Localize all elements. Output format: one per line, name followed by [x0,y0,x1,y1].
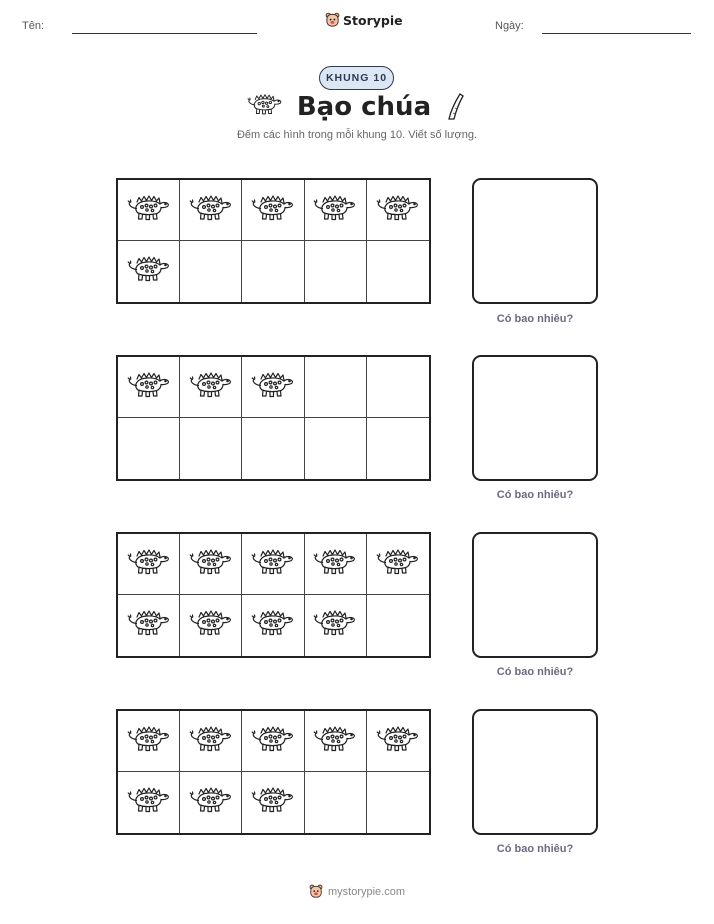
dinosaur-icon [127,785,171,820]
ten-frame-cell [118,418,180,479]
ten-frame-cell [242,711,304,772]
ten-frame-cell [180,357,242,418]
instructions: Đếm các hình trong mỗi khung 10. Viết số lượng. [236,129,477,141]
dinosaur-icon [189,724,233,759]
ten-frame-3 [116,532,431,658]
ten-frame-cell [305,772,367,833]
dinosaur-icon [251,547,295,582]
question-label-1: Có bao nhiêu? [496,313,574,325]
dinosaur-icon [313,724,357,759]
ten-frame-cell [305,418,367,479]
page-title: Bạo chúa [296,92,432,122]
bear-mascot-icon [309,884,323,899]
ten-frame-cell [242,772,304,833]
dinosaur-icon [189,608,233,643]
ten-frame-cell [367,418,429,479]
ten-frame-cell [118,772,180,833]
ten-frame-cell [242,357,304,418]
answer-box-2[interactable] [472,355,598,481]
ten-frame-2 [116,355,431,481]
dinosaur-icon [189,785,233,820]
ten-frame-cell [118,595,180,656]
brand-logo [325,12,403,28]
ten-frame-cell [118,180,180,241]
dinosaur-icon [251,370,295,405]
dinosaur-icon [127,547,171,582]
brand-name: Storypie [343,12,403,28]
footer [0,884,714,899]
dinosaur-icon [376,547,420,582]
question-label-4: Có bao nhiêu? [496,843,574,855]
dinosaur-icon [189,193,233,228]
answer-box-1[interactable] [472,178,598,304]
ten-frame-cell [180,180,242,241]
question-label-3: Có bao nhiêu? [496,666,574,678]
ten-frame-cell [180,418,242,479]
dinosaur-icon [127,370,171,405]
ten-frame-badge: KHUNG 10 [319,66,394,90]
dinosaur-icon [247,92,283,122]
title-row [0,90,714,124]
ten-frame-cell [367,534,429,595]
ten-frame-cell [305,241,367,302]
ten-frame-cell [180,534,242,595]
dinosaur-icon [189,370,233,405]
ten-frame-4 [116,709,431,835]
ten-frame-cell [118,534,180,595]
ten-frame-cell [305,357,367,418]
ten-frame-cell [367,357,429,418]
answer-box-4[interactable] [472,709,598,835]
dinosaur-icon [313,547,357,582]
ten-frame-cell [367,711,429,772]
ten-frame-cell [242,418,304,479]
ten-frame-cell [305,180,367,241]
ten-frame-cell [118,711,180,772]
ten-frame-cell [367,180,429,241]
date-label: Ngày: [495,20,524,32]
answer-box-3[interactable] [472,532,598,658]
ten-frame-cell [242,534,304,595]
footer-url: mystorypie.com [327,885,406,898]
dinosaur-icon [189,547,233,582]
ten-frame-1 [116,178,431,304]
dinosaur-icon [313,608,357,643]
ten-frame-cell [180,241,242,302]
ten-frame-cell [367,772,429,833]
dinosaur-icon [251,193,295,228]
dinosaur-icon [127,608,171,643]
ten-frame-cell [305,711,367,772]
ten-frame-cell [305,534,367,595]
ten-frame-cell [180,772,242,833]
dinosaur-icon [127,724,171,759]
ten-frame-cell [180,711,242,772]
name-label: Tên: [22,20,45,32]
ten-frame-cell [118,357,180,418]
dinosaur-icon [313,193,357,228]
question-label-2: Có bao nhiêu? [496,489,574,501]
ten-frame-cell [305,595,367,656]
ten-frame-cell [180,595,242,656]
ten-frame-cell [367,241,429,302]
dinosaur-icon [251,608,295,643]
dinosaur-icon [251,724,295,759]
dinosaur-icon [376,193,420,228]
dinosaur-icon [127,193,171,228]
dinosaur-icon [127,254,171,289]
ten-frame-cell [118,241,180,302]
dinosaur-icon [251,785,295,820]
ten-frame-cell [242,180,304,241]
ten-frame-cell [242,595,304,656]
ten-frame-cell [242,241,304,302]
dinosaur-icon [376,724,420,759]
bear-mascot-icon [325,12,340,28]
date-line [542,33,691,34]
name-line [72,33,257,34]
ten-frame-cell [367,595,429,656]
horn-icon [445,92,467,122]
